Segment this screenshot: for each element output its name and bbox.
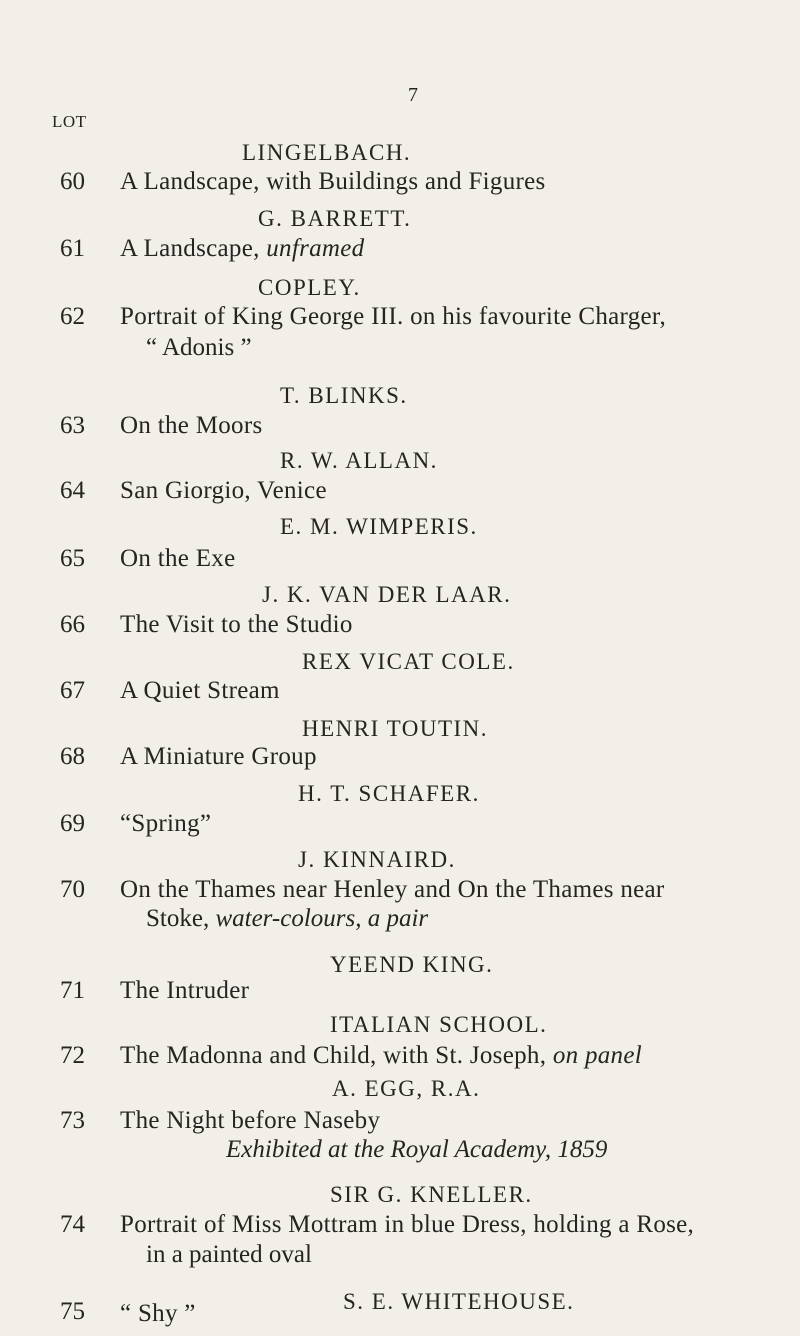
lot-title: A Landscape, unframed — [120, 235, 365, 262]
lot-number: 73 — [60, 1107, 85, 1134]
lot-title: A Miniature Group — [120, 743, 317, 770]
lot-title: A Landscape, with Buildings and Figures — [120, 168, 546, 195]
artist-name: REX VICAT COLE. — [302, 649, 515, 674]
artist-name: E. M. WIMPERIS. — [280, 514, 478, 539]
lot-title: The Night before Naseby — [120, 1107, 381, 1134]
lot-title-continued: “ Adonis ” — [146, 334, 252, 361]
lot-title: On the Thames near Henley and On the Thames near — [120, 876, 665, 903]
artist-name: R. W. ALLAN. — [280, 448, 438, 473]
lot-number: 74 — [60, 1211, 85, 1238]
artist-name: SIR G. KNELLER. — [330, 1182, 533, 1207]
lot-title: “ Shy ” — [120, 1300, 196, 1327]
lot-number: 69 — [60, 810, 85, 837]
lot-number: 70 — [60, 876, 85, 903]
page-mark: 7 — [408, 84, 418, 106]
lot-number: 65 — [60, 545, 85, 572]
artist-name: COPLEY. — [258, 275, 361, 300]
lot-number: 63 — [60, 412, 85, 439]
lot-title: Portrait of King George III. on his favourite Charger, — [120, 303, 667, 330]
artist-name: A. EGG, R.A. — [332, 1076, 481, 1101]
artist-name: S. E. WHITEHOUSE. — [343, 1289, 575, 1314]
artist-name: J. K. VAN DER LAAR. — [262, 582, 512, 607]
lot-number: 67 — [60, 677, 85, 704]
lot-title: The Intruder — [120, 977, 250, 1004]
artist-name: T. BLINKS. — [280, 383, 408, 408]
lot-title-continued: in a painted oval — [146, 1241, 312, 1268]
lot-number: 61 — [60, 235, 85, 262]
lot-number: 72 — [60, 1042, 85, 1069]
artist-name: YEEND KING. — [330, 952, 494, 977]
lot-title: “Spring” — [120, 810, 212, 837]
lot-title: The Visit to the Studio — [120, 611, 353, 638]
lot-number: 62 — [60, 303, 85, 330]
lot-number: 68 — [60, 743, 85, 770]
artist-name: H. T. SCHAFER. — [298, 781, 480, 806]
lot-number: 64 — [60, 477, 85, 504]
lot-title-continued: Exhibited at the Royal Academy, 1859 — [226, 1136, 608, 1163]
lot-number: 75 — [60, 1298, 85, 1325]
lot-title: Portrait of Miss Mottram in blue Dress, holding a Rose, — [120, 1211, 695, 1238]
artist-name: J. KINNAIRD. — [298, 847, 456, 872]
lot-number: 71 — [60, 977, 85, 1004]
lot-title: The Madonna and Child, with St. Joseph, on panel — [120, 1042, 643, 1069]
lot-column-header: LOT — [52, 112, 87, 131]
artist-name: ITALIAN SCHOOL. — [330, 1012, 548, 1037]
lot-number: 66 — [60, 611, 85, 638]
artist-name: HENRI TOUTIN. — [302, 716, 489, 741]
lot-title-continued: Stoke, water-colours, a pair — [146, 905, 429, 932]
lot-number: 60 — [60, 168, 85, 195]
artist-name: G. BARRETT. — [258, 206, 412, 231]
lot-title: On the Moors — [120, 412, 263, 439]
lot-title: On the Exe — [120, 545, 236, 572]
lot-title: A Quiet Stream — [120, 677, 280, 704]
lot-title: San Giorgio, Venice — [120, 477, 327, 504]
artist-name: LINGELBACH. — [242, 140, 412, 165]
